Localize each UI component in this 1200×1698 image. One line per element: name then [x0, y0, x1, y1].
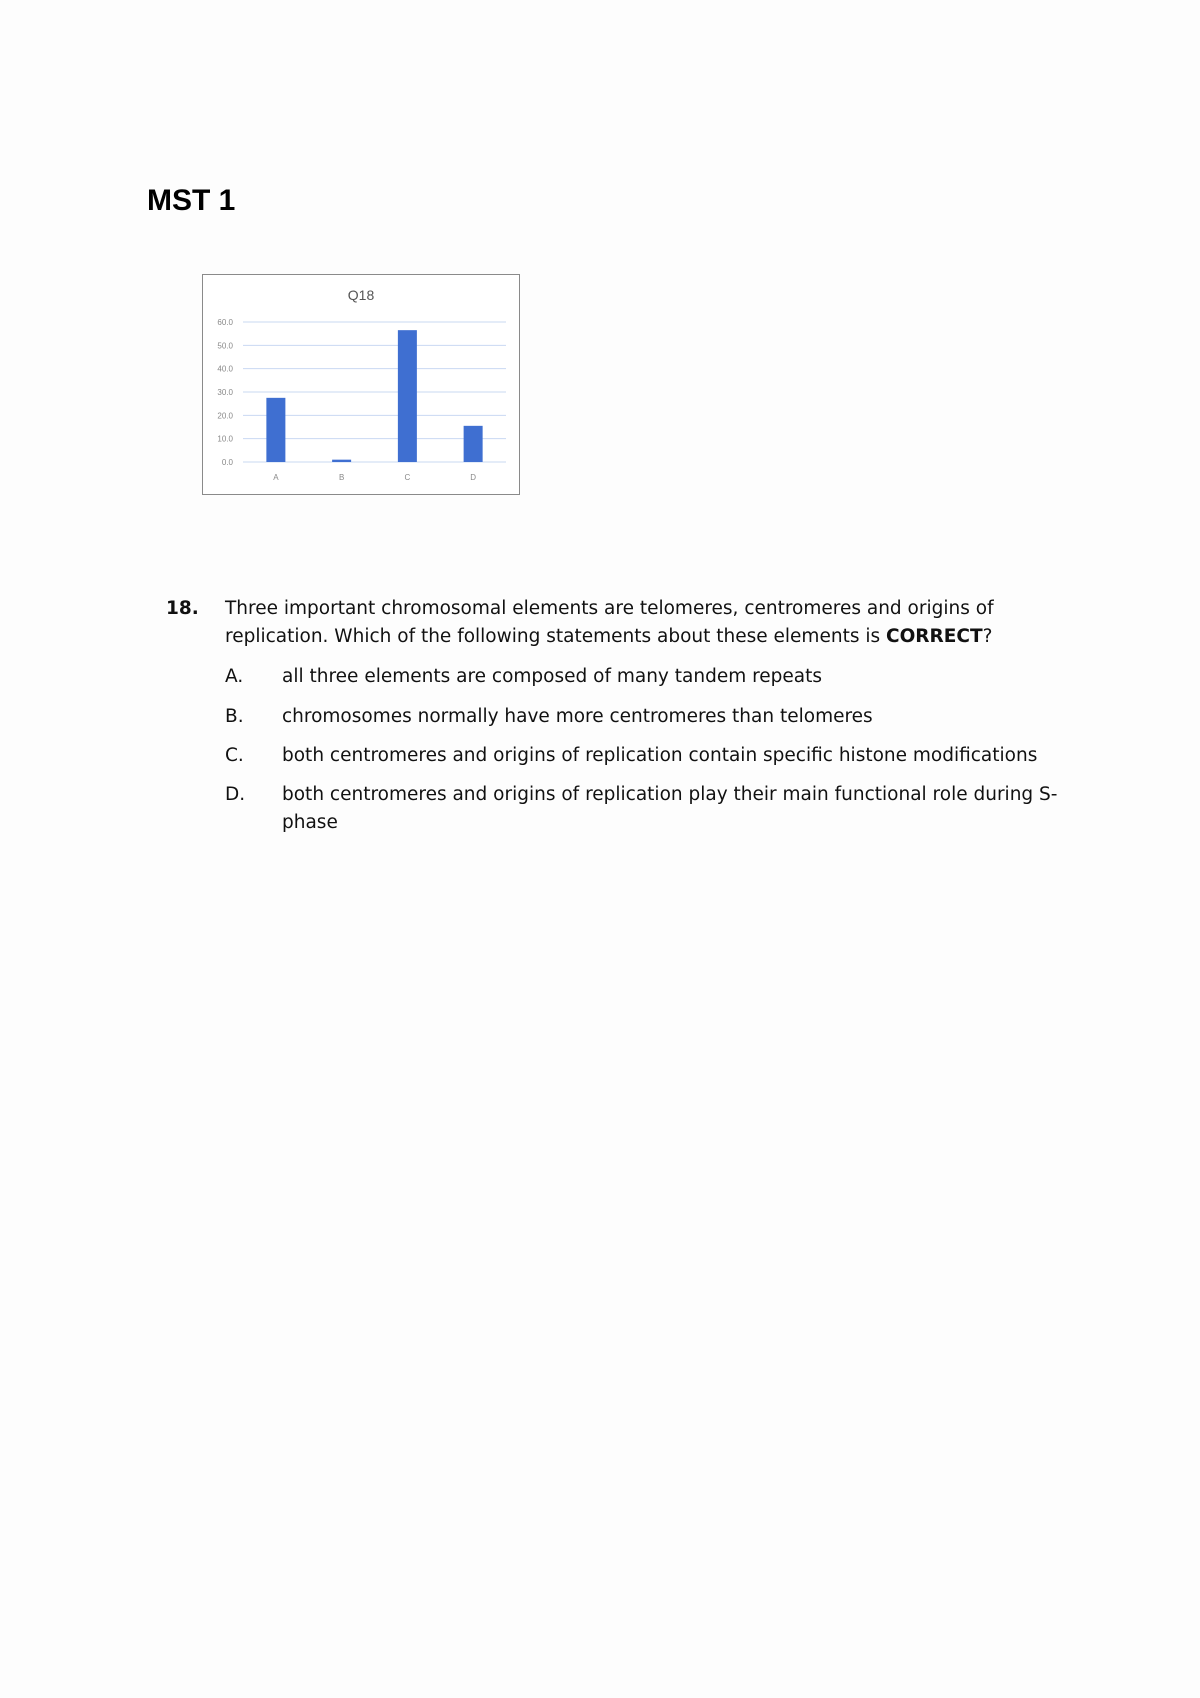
y-tick-label: 0.0: [221, 458, 233, 467]
x-tick-label: B: [338, 473, 345, 482]
stem-text: Three important chromosomal elements are telomeres, centromeres and origins of replication. Which of the following statements about these elements is: [225, 598, 994, 647]
option-text: all three elements are composed of many tandem repeats: [282, 666, 823, 687]
bar-c: [398, 330, 417, 462]
bar-d: [464, 426, 483, 462]
option-letter: D.: [225, 784, 246, 805]
bar-chart: [203, 275, 519, 494]
option-text: both centromeres and origins of replication play their main functional role during S-phase: [282, 784, 1058, 833]
option-text: chromosomes normally have more centromeres than telomeres: [282, 706, 873, 727]
x-tick-label: A: [273, 473, 279, 482]
option-letter: C.: [225, 745, 244, 766]
option-letter: A.: [225, 666, 244, 687]
stem-end: ?: [982, 626, 993, 647]
bar-b: [332, 460, 351, 462]
chart-title: Q18: [347, 287, 375, 303]
question-number: 18.: [166, 598, 199, 619]
y-tick-label: 20.0: [217, 411, 233, 421]
chart-x-tick-labels: [273, 473, 476, 482]
y-tick-label: 10.0: [217, 434, 233, 444]
option-letter: B.: [225, 706, 244, 727]
question-stem: [225, 595, 1055, 651]
y-tick-label: 30.0: [217, 388, 233, 397]
y-tick-label: 60.0: [217, 318, 233, 327]
x-tick-label: D: [470, 473, 477, 482]
stem-emphasis: CORRECT: [886, 626, 983, 647]
page-title: MST 1: [147, 184, 236, 217]
y-tick-label: 40.0: [217, 364, 233, 374]
y-tick-label: 50.0: [217, 341, 233, 351]
bar-a: [266, 398, 285, 462]
chart-q18: [202, 274, 520, 495]
chart-bars: [266, 330, 482, 462]
x-tick-label: C: [404, 473, 411, 482]
option-text: both centromeres and origins of replication contain specific histone modifications: [282, 745, 1038, 766]
chart-y-tick-labels: [217, 318, 233, 467]
